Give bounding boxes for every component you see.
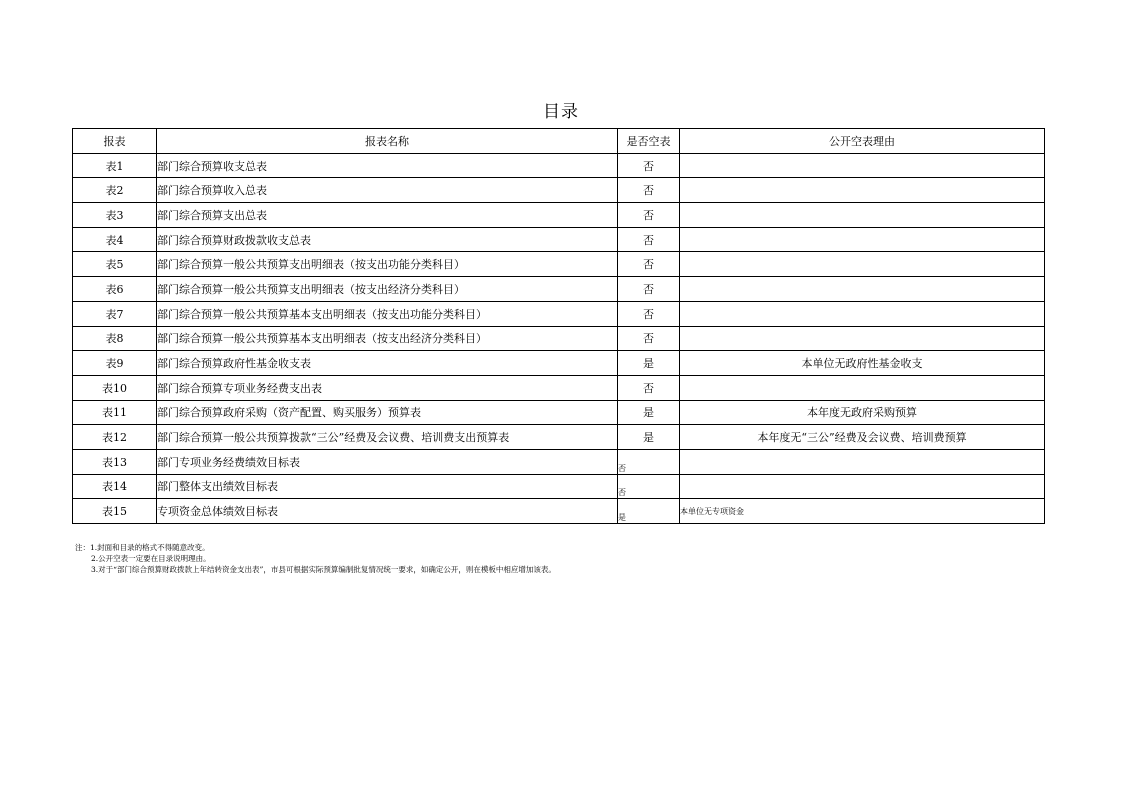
row-name: 部门综合预算一般公共预算基本支出明细表（按支出功能分类科目） xyxy=(157,301,618,326)
row-empty: 否 xyxy=(618,375,680,400)
header-code: 报表 xyxy=(73,129,157,154)
row-name: 部门综合预算财政拨款收支总表 xyxy=(157,227,618,252)
table-row xyxy=(73,277,1045,302)
row-empty: 否 xyxy=(618,178,680,203)
row-code: 表7 xyxy=(73,301,157,326)
row-name: 部门综合预算政府采购（资产配置、购买服务）预算表 xyxy=(157,400,618,425)
catalog-table xyxy=(72,128,1045,524)
row-code: 表3 xyxy=(73,203,157,228)
row-name: 部门综合预算一般公共预算拨款“三公”经费及会议费、培训费支出预算表 xyxy=(157,425,618,450)
row-empty: 否 xyxy=(618,203,680,228)
table-row xyxy=(73,301,1045,326)
table-row xyxy=(73,400,1045,425)
row-code: 表12 xyxy=(73,425,157,450)
row-code: 表6 xyxy=(73,277,157,302)
row-empty: 否 xyxy=(618,277,680,302)
table-row xyxy=(73,375,1045,400)
row-empty: 是 xyxy=(618,425,680,450)
row-name: 部门综合预算专项业务经费支出表 xyxy=(157,375,618,400)
row-code: 表2 xyxy=(73,178,157,203)
table-row xyxy=(73,499,1045,524)
row-reason xyxy=(680,375,1045,400)
row-code: 表13 xyxy=(73,449,157,474)
row-empty: 否 xyxy=(618,252,680,277)
row-name: 部门综合预算一般公共预算支出明细表（按支出功能分类科目） xyxy=(157,252,618,277)
row-reason xyxy=(680,326,1045,351)
footnote-line: 3.对于“部门综合预算财政拨款上年结转资金支出表”，市县可根据实际预算编制批复情况统一要求，如确定公开，则在模板中相应增加该表。 xyxy=(91,565,556,574)
table-row xyxy=(73,203,1045,228)
header-empty: 是否空表 xyxy=(618,129,680,154)
row-code: 表4 xyxy=(73,227,157,252)
row-reason xyxy=(680,153,1045,178)
row-empty: 是 xyxy=(618,499,680,524)
table-row xyxy=(73,153,1045,178)
table-row xyxy=(73,227,1045,252)
row-empty: 否 xyxy=(618,153,680,178)
row-reason: 本年度无“三公”经费及会议费、培训费预算 xyxy=(680,425,1045,450)
row-empty: 是 xyxy=(618,351,680,376)
row-name: 部门专项业务经费绩效目标表 xyxy=(157,449,618,474)
row-code: 表9 xyxy=(73,351,157,376)
row-code: 表11 xyxy=(73,400,157,425)
row-reason xyxy=(680,449,1045,474)
header-reason: 公开空表理由 xyxy=(680,129,1045,154)
footnotes xyxy=(75,542,556,575)
row-code: 表8 xyxy=(73,326,157,351)
row-reason xyxy=(680,277,1045,302)
row-name: 部门综合预算一般公共预算支出明细表（按支出经济分类科目） xyxy=(157,277,618,302)
table-row xyxy=(73,351,1045,376)
row-reason xyxy=(680,252,1045,277)
row-code: 表5 xyxy=(73,252,157,277)
row-reason xyxy=(680,301,1045,326)
row-reason xyxy=(680,474,1045,499)
row-reason: 本单位无政府性基金收支 xyxy=(680,351,1045,376)
row-reason xyxy=(680,203,1045,228)
table-row xyxy=(73,178,1045,203)
table-row xyxy=(73,425,1045,450)
row-empty: 是 xyxy=(618,400,680,425)
row-name: 部门综合预算收入总表 xyxy=(157,178,618,203)
row-empty: 否 xyxy=(618,301,680,326)
row-name: 部门整体支出绩效目标表 xyxy=(157,474,618,499)
table-row xyxy=(73,449,1045,474)
table-row xyxy=(73,326,1045,351)
row-code: 表1 xyxy=(73,153,157,178)
row-code: 表15 xyxy=(73,499,157,524)
table-row xyxy=(73,252,1045,277)
table-row xyxy=(73,474,1045,499)
row-name: 部门综合预算一般公共预算基本支出明细表（按支出经济分类科目） xyxy=(157,326,618,351)
row-empty: 否 xyxy=(618,227,680,252)
footnote-line: 注：1.封面和目录的格式不得随意改变。 xyxy=(75,543,210,552)
row-empty: 否 xyxy=(618,326,680,351)
row-name: 部门综合预算支出总表 xyxy=(157,203,618,228)
row-reason: 本单位无专项资金 xyxy=(680,499,1045,524)
table-header-row xyxy=(73,129,1045,154)
row-name: 部门综合预算收支总表 xyxy=(157,153,618,178)
row-code: 表10 xyxy=(73,375,157,400)
row-empty: 否 xyxy=(618,474,680,499)
row-reason xyxy=(680,178,1045,203)
page-title: 目录 xyxy=(543,102,579,122)
row-name: 部门综合预算政府性基金收支表 xyxy=(157,351,618,376)
footnote-line: 2.公开空表一定要在目录说明理由。 xyxy=(91,554,211,563)
row-reason: 本年度无政府采购预算 xyxy=(680,400,1045,425)
row-name: 专项资金总体绩效目标表 xyxy=(157,499,618,524)
row-empty: 否 xyxy=(618,449,680,474)
row-code: 表14 xyxy=(73,474,157,499)
row-reason xyxy=(680,227,1045,252)
header-name: 报表名称 xyxy=(157,129,618,154)
